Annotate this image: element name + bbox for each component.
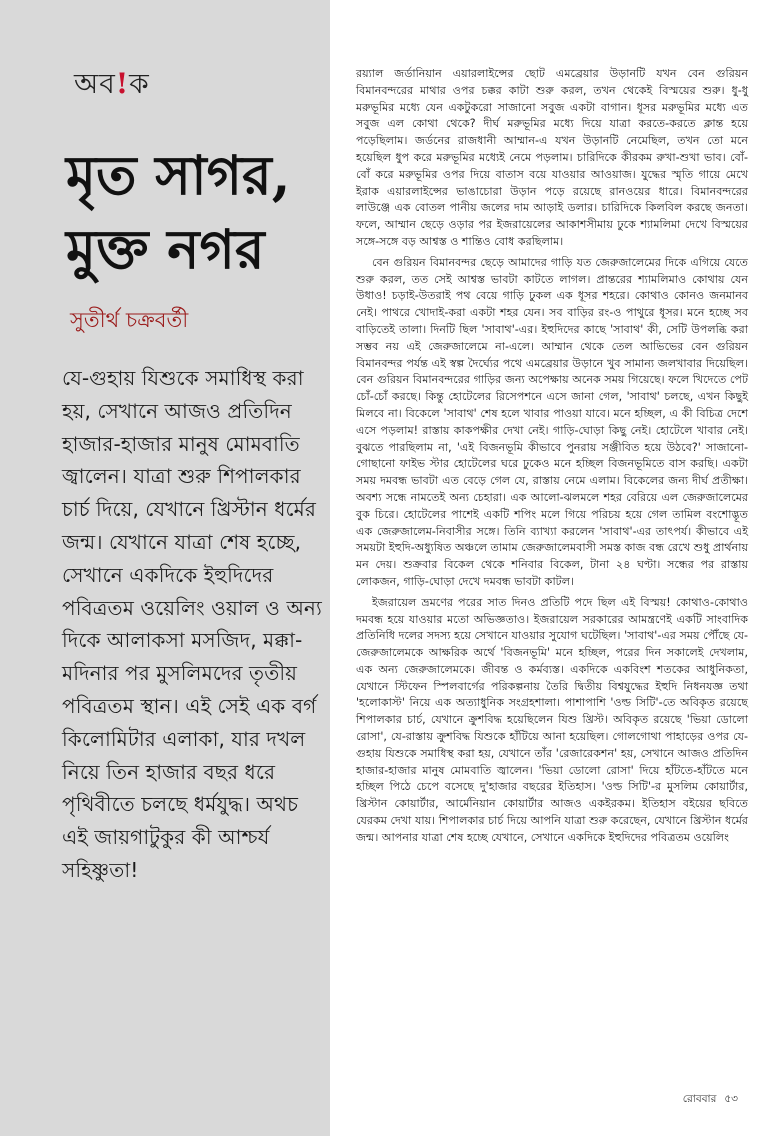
article-paragraph-1: রয়্যাল জর্ডানিয়ান এয়ারলাইন্সের ছোট এমব্রেয়ার উড়ানটি যখন বেন গুরিয়ন বিমানবন্দরের মাথার ওপর চক্কর কাটা শুরু করল, তখন থেকেই বিস্ময়ের শুরু। ধু-ধু মরুভূমির মধ্যে যেন একটুকরো সাজানো সবুজ একটা বাগান। ধূসর মরুভূমির মধ্যে এত সবুজ এল কোথা থেকে? দীর্ঘ মরুভূমির মধ্যে দিয়ে যাত্রা করতে-করতে ক্লান্ত হয়ে পড়েছিলাম। জর্ডনের রাজধানী আম্মান-এ যখন উড়ানটি নেমেছিল, তখন তো মনে হয়েছিল ধুপ করে মরুভূমির মধ্যেই নেমে পড়লাম। চারিদিকে কীরকম রুখা-শুখা ভাব। বোঁ-বোঁ করে মরুভূমির ওপর দিয়ে বাতাস বয়ে যাওয়ার আওয়াজ। যুদ্ধের স্মৃতি গায়ে মেখে ইরাক এয়ারলাইন্সের ভাঙাচোরা উড়ান পড়ে রয়েছে রানওয়ের ধারে। বিমানবন্দরের লাউঞ্জে এক বোতল পানীয় জলের দাম আড়াই ডলার। চারিদিকে কিলবিল করছে জনতা। ফলে, আম্মান ছেড়ে ওড়ার পর ইজরায়েলের আকাশসীমায় ঢুকে শ্যামলিমা দেখে বিস্ময়ের সঙ্গে-সঙ্গে বড় আশ্বস্ত ও শান্তিও বোধ করছিলাম।: [356, 67, 748, 248]
headline-line-2: মুক্ত নগর: [66, 217, 265, 281]
headline-line-1: মৃত সাগর,: [66, 143, 291, 207]
footer-magazine-name: রোববার: [682, 1093, 717, 1105]
article-paragraph-3: ইজরায়েল ভ্রমণের পরের সাত দিনও প্রতিটি পদে ছিল এই বিস্ময়! কোথাও-কোথাও দমবন্ধ হয়ে যাওয়ার মতো অভিজ্ঞতাও। ইজরায়েল সরকারের আমন্ত্রণেই একটি সাংবাদিক প্রতিনিধি দলের সদস্য হয়ে সেখানে যাওয়ার সুযোগ ঘটেছিল। 'সাবাথ'-এর সময় পৌঁছে যে-জেরুজালেমকে আক্ষরিক অর্থে 'বিজনভূমি' মনে হচ্ছিল, পরের দিন সকালেই দেখলাম, এক অন্য জেরুজালেমকে। জীবন্ত ও কর্মব্যস্ত। একদিকে একবিংশ শতকের আধুনিকতা, যেখানে স্টিফেন স্পিলবার্গের পরিকল্পনায় তৈরি দ্বিতীয় বিশ্বযুদ্ধের ইহুদি নিধনযজ্ঞ তথা 'হলোকাস্ট' নিয়ে এক অত্যাধুনিক সংগ্রহশালা। পাশাপাশি 'ওল্ড সিটি'-তে অবিকৃত রয়েছে শিপালকার চার্চ, যেখানে ক্রুশবিদ্ধ হয়েছিলেন যিশু খ্রিস্ট। অবিকৃত রয়েছে 'ভিয়া ডোলো রোসা', যে-রাস্তায় ক্রুশবিদ্ধ যিশুকে হাঁটিয়ে আনা হয়েছিল। গোলগোথা পাহাড়ের ওপর যে-গুহায় যিশুকে সমাধিস্থ করা হয়, যেখানে তাঁর 'রেজারেকশন' হয়, সেখানে আজও প্রতিদিন হাজার-হাজার মানুষ মোমবাতি জ্বালেন। 'ভিয়া ডোলো রোসা' দিয়ে হাঁটতে-হাঁটতে মনে হচ্ছিল পিঠে চেপে বসেছে দু'হাজার বছরের ইতিহাস। 'ওল্ড সিটি'-র মুসলিম কোয়ার্টার, খ্রিস্টান কোয়ার্টার, আর্মেনিয়ান কোয়ার্টার আজও একইরকম। ইতিহাস বইয়ের ছবিতে যেরকম দেখা যায়। শিপালকার চার্চ দিয়ে আপনি যাত্রা শুরু করেছেন, যেখানে খ্রিস্টান ধর্মের জন্ম। আপনার যাত্রা শেষ হচ্ছে যেখানে, সেখানে একদিকে ইহুদিদের পবিত্রতম ওয়েলিং: [356, 595, 748, 844]
article-paragraph-2: বেন গুরিয়ন বিমানবন্দর ছেড়ে আমাদের গাড়ি যত জেরুজালেমের দিকে এগিয়ে যেতে শুরু করল, তত সেই আশ্বস্ত ভাবটা কাটতে লাগল। প্রান্তরের শ্যামলিমাও কোথায় যেন উধাও! চড়াই-উতরাই পথ বেয়ে গাড়ি ঢুকল এক ধূসর শহরে। কোথাও কোনও জনমানব নেই। পাথরে খোদাই-করা একটা শহর যেন। সব বাড়ির রং-ও পাথুরে ধূসর। মনে হচ্ছে সব বাড়িতেই তালা। দিনটি ছিল 'সাবাথ'-এর। ইহুদিদের কাছে 'সাবাথ' কী, সেটি উপলব্ধি করা সম্ভব নয় এই জেরুজালেমে না-এলে। আম্মান থেকে তেল আভিভের বেন গুরিয়ন বিমানবন্দর পর্যন্ত এই স্বল্প দৈর্ঘ্যের পথে এমব্রেয়ার উড়ানে খুব সামান্য জলখাবার দিয়েছিল। বেন গুরিয়ন বিমানবন্দরের গাড়ির জন্য অপেক্ষায় অনেক সময় গিয়েছে। ফলে খিদেতে পেট চোঁ-চোঁ করছে। কিন্তু হোটেলের রিসেপশনে এসে জানা গেল, 'সাবাথ' চলছে, এখন কিছুই মিলবে না। বিকেলে 'সাবাথ' শেষ হলে খাবার পাওয়া যাবে। মনে হচ্ছিল, এ কী বিচিত্র দেশে এসে পড়লাম! রাস্তায় কাকপক্ষীর দেখা নেই। গাড়ি-ঘোড়া কিছু নেই। হোটেলে খাবার নেই। বুঝতে পারছিলাম না, 'এই বিজনভূমি কীভাবে পুনরায় সঞ্জীবিত হয়ে উঠবে?' সাজানো-গোছানো ফাইভ স্টার হোটেলের ঘরে ঢুকেও মনে হচ্ছিল বিজনভূমিতে বাস করছি। একটা সময় দমবন্ধ ভাবটা এত বেড়ে গেল যে, রাস্তায় নেমে এলাম। বিকেলের জন্য দীর্ঘ প্রতীক্ষা। অবশ্য সন্ধে নামতেই অন্য চেহারা। এক আলো-ঝলমলে শহর বেরিয়ে এল জেরুজালেমের বুক চিরে। হোটেলের পাশেই একটি শপিং মলে গিয়ে পরিচয় হয়ে গেল তামিল বংশোদ্ভূত এক জেরুজালেম-নিবাসীর সঙ্গে। তিনি ব্যাখ্যা করলেন 'সাবাথ'-এর তাৎপর্য। কীভাবে এই সময়টা ইহুদি-অধ্যুষিত অঞ্চলে তামাম জেরুজালেমবাসী সমস্ত কাজ বন্ধ রেখে শুধু প্রার্থনায় মন দেয়। শুক্রবার বিকেল থেকে শনিবার বিকেল, টানা ২৪ ঘণ্টা। সন্ধের পর রাস্তায় লোকজন, গাড়ি-ঘোড়া দেখে দমবন্ধ ভাবটা কাটল।: [356, 255, 748, 588]
article-body: [356, 66, 748, 851]
section-tag-exclamation: !: [115, 67, 130, 100]
author-byline: সুতীর্থ চক্রবর্তী: [70, 308, 189, 332]
headline: [66, 138, 326, 286]
page-number: ৫৩: [724, 1093, 738, 1105]
left-panel: [0, 0, 330, 1136]
standfirst: যে-গুহায় যিশুকে সমাধিস্থ করা হয়, সেখানে আজও প্রতিদিন হাজার-হাজার মানুষ মোমবাতি জ্বালেন। যাত্রা শুরু শিপালকার চার্চ দিয়ে, যেখানে খ্রিস্টান ধর্মের জন্ম। যেখানে যাত্রা শেষ হচ্ছে, সেখানে একদিকে ইহুদিদের পবিত্রতম ওয়েলিং ওয়াল ও অন্য দিকে আলাকসা মসজিদ, মক্কা-মদিনার পর মুসলিমদের তৃতীয় পবিত্রতম স্থান। এই সেই এক বর্গ কিলোমিটার এলাকা, যার দখল নিয়ে তিন হাজার বছর ধরে পৃথিবীতে চলছে ধর্মযুদ্ধ। অথচ এই জায়গাটুকুর কী আশ্চর্য সহিষ্ণুতা!: [62, 366, 322, 882]
section-tag: [74, 62, 150, 109]
section-tag-end: ক: [129, 67, 150, 100]
page-footer: [675, 1092, 738, 1109]
section-tag-start: অব: [74, 67, 116, 100]
